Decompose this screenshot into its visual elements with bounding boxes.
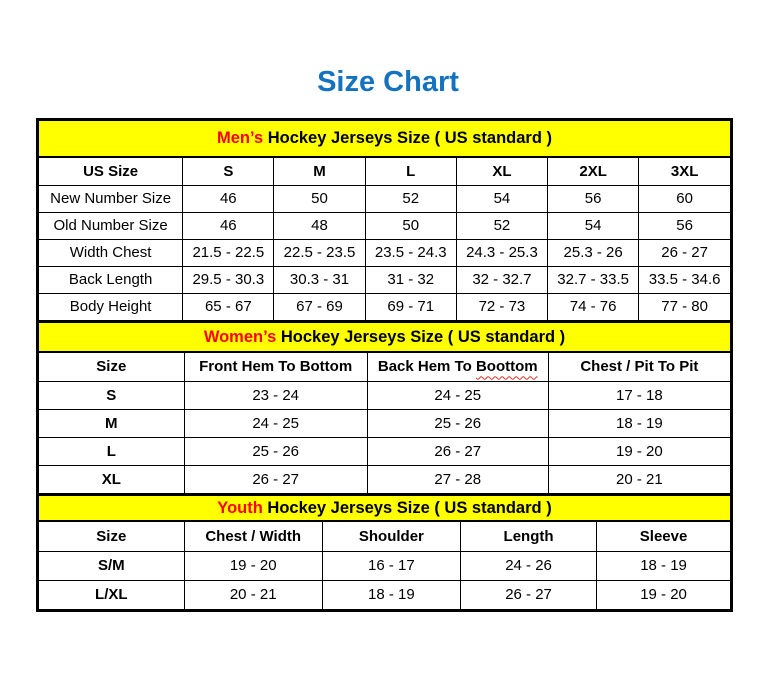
- men-column-header: L: [365, 158, 456, 185]
- men-value-cell: 52: [365, 185, 456, 212]
- men-value-cell: 32 - 32.7: [456, 266, 547, 293]
- youth-banner-text: Hockey Jerseys Size ( US standard ): [262, 498, 552, 517]
- women-value-cell: 25 - 26: [184, 437, 367, 465]
- women-value-cell: 26 - 27: [367, 437, 548, 465]
- men-value-cell: 33.5 - 34.6: [639, 266, 730, 293]
- men-value-cell: 25.3 - 26: [548, 239, 639, 266]
- women-value-cell: 20 - 21: [548, 465, 730, 493]
- men-value-cell: 50: [274, 185, 365, 212]
- youth-value-cell: 26 - 27: [460, 580, 596, 609]
- women-header-row: [39, 353, 730, 381]
- men-value-cell: 48: [274, 212, 365, 239]
- men-row-label: Back Length: [39, 266, 183, 293]
- men-value-cell: 65 - 67: [183, 293, 274, 320]
- men-row-label: New Number Size: [39, 185, 183, 212]
- women-data-row: [39, 409, 730, 437]
- women-row-label: XL: [39, 465, 184, 493]
- women-value-cell: 24 - 25: [367, 381, 548, 409]
- section-women: [39, 320, 730, 493]
- women-data-row: [39, 465, 730, 493]
- youth-value-cell: 19 - 20: [597, 580, 730, 609]
- men-row-label: Old Number Size: [39, 212, 183, 239]
- women-section-banner: [39, 320, 730, 353]
- men-value-cell: 29.5 - 30.3: [183, 266, 274, 293]
- men-value-cell: 46: [183, 212, 274, 239]
- men-banner-text: Hockey Jerseys Size ( US standard ): [263, 129, 553, 147]
- men-value-cell: 24.3 - 25.3: [456, 239, 547, 266]
- women-data-row: [39, 437, 730, 465]
- men-value-cell: 50: [365, 212, 456, 239]
- men-data-row: [39, 266, 730, 293]
- men-value-cell: 67 - 69: [274, 293, 365, 320]
- men-banner-highlight: Men’s: [216, 129, 264, 147]
- men-value-cell: 52: [456, 212, 547, 239]
- section-youth: [39, 493, 730, 609]
- men-column-header: 3XL: [639, 158, 730, 185]
- men-value-cell: 54: [456, 185, 547, 212]
- women-value-cell: 18 - 19: [548, 409, 730, 437]
- women-column-header: Back Hem To Boottom: [367, 353, 548, 381]
- youth-value-cell: 19 - 20: [184, 551, 322, 580]
- size-chart-container: [36, 118, 733, 612]
- women-banner-text: Hockey Jerseys Size ( US standard ): [276, 327, 566, 346]
- women-row-label: M: [39, 409, 184, 437]
- women-value-cell: 23 - 24: [184, 381, 367, 409]
- youth-section-banner: [39, 493, 730, 522]
- men-data-row: [39, 293, 730, 320]
- men-value-cell: 30.3 - 31: [274, 266, 365, 293]
- men-column-header: XL: [456, 158, 547, 185]
- women-row-label: L: [39, 437, 184, 465]
- men-value-cell: 60: [639, 185, 730, 212]
- women-value-cell: 26 - 27: [184, 465, 367, 493]
- youth-column-header: Length: [460, 522, 596, 551]
- women-column-header: Front Hem To Bottom: [184, 353, 367, 381]
- men-value-cell: 46: [183, 185, 274, 212]
- women-column-header: Size: [39, 353, 184, 381]
- men-value-cell: 26 - 27: [639, 239, 730, 266]
- men-size-table: [39, 158, 730, 320]
- youth-column-header: Chest / Width: [184, 522, 322, 551]
- men-value-cell: 77 - 80: [639, 293, 730, 320]
- men-value-cell: 56: [639, 212, 730, 239]
- men-value-cell: 22.5 - 23.5: [274, 239, 365, 266]
- youth-value-cell: 20 - 21: [184, 580, 322, 609]
- men-value-cell: 72 - 73: [456, 293, 547, 320]
- men-column-header: M: [274, 158, 365, 185]
- women-size-table: [39, 353, 730, 493]
- youth-value-cell: 18 - 19: [597, 551, 730, 580]
- women-value-cell: 25 - 26: [367, 409, 548, 437]
- men-value-cell: 54: [548, 212, 639, 239]
- men-value-cell: 21.5 - 22.5: [183, 239, 274, 266]
- men-data-row: [39, 239, 730, 266]
- youth-size-table: [39, 522, 730, 609]
- youth-value-cell: 18 - 19: [322, 580, 460, 609]
- men-value-cell: 74 - 76: [548, 293, 639, 320]
- men-column-header: S: [183, 158, 274, 185]
- men-value-cell: 32.7 - 33.5: [548, 266, 639, 293]
- women-banner-highlight: Women’s: [203, 327, 277, 346]
- youth-column-header: Sleeve: [597, 522, 730, 551]
- youth-banner-highlight: Youth: [217, 498, 263, 517]
- women-value-cell: 17 - 18: [548, 381, 730, 409]
- youth-row-label: L/XL: [39, 580, 184, 609]
- women-value-cell: 24 - 25: [184, 409, 367, 437]
- men-row-label: Body Height: [39, 293, 183, 320]
- page-title: Size Chart: [317, 66, 459, 98]
- men-value-cell: 56: [548, 185, 639, 212]
- men-row-label: Width Chest: [39, 239, 183, 266]
- men-data-row: [39, 212, 730, 239]
- youth-row-label: S/M: [39, 551, 184, 580]
- youth-data-row: [39, 580, 730, 609]
- men-value-cell: 69 - 71: [365, 293, 456, 320]
- youth-value-cell: 24 - 26: [460, 551, 596, 580]
- women-column-header: Chest / Pit To Pit: [548, 353, 730, 381]
- youth-column-header: Shoulder: [322, 522, 460, 551]
- men-header-row: [39, 158, 730, 185]
- youth-value-cell: 16 - 17: [322, 551, 460, 580]
- women-value-cell: 19 - 20: [548, 437, 730, 465]
- men-column-header: US Size: [39, 158, 183, 185]
- men-section-banner: [39, 121, 730, 158]
- men-value-cell: 31 - 32: [365, 266, 456, 293]
- youth-data-row: [39, 551, 730, 580]
- youth-column-header: Size: [39, 522, 184, 551]
- men-column-header: 2XL: [548, 158, 639, 185]
- youth-header-row: [39, 522, 730, 551]
- women-data-row: [39, 381, 730, 409]
- men-value-cell: 23.5 - 24.3: [365, 239, 456, 266]
- men-data-row: [39, 185, 730, 212]
- misspelled-word: Boottom: [475, 358, 538, 376]
- women-value-cell: 27 - 28: [367, 465, 548, 493]
- women-row-label: S: [39, 381, 184, 409]
- section-men: [39, 121, 730, 320]
